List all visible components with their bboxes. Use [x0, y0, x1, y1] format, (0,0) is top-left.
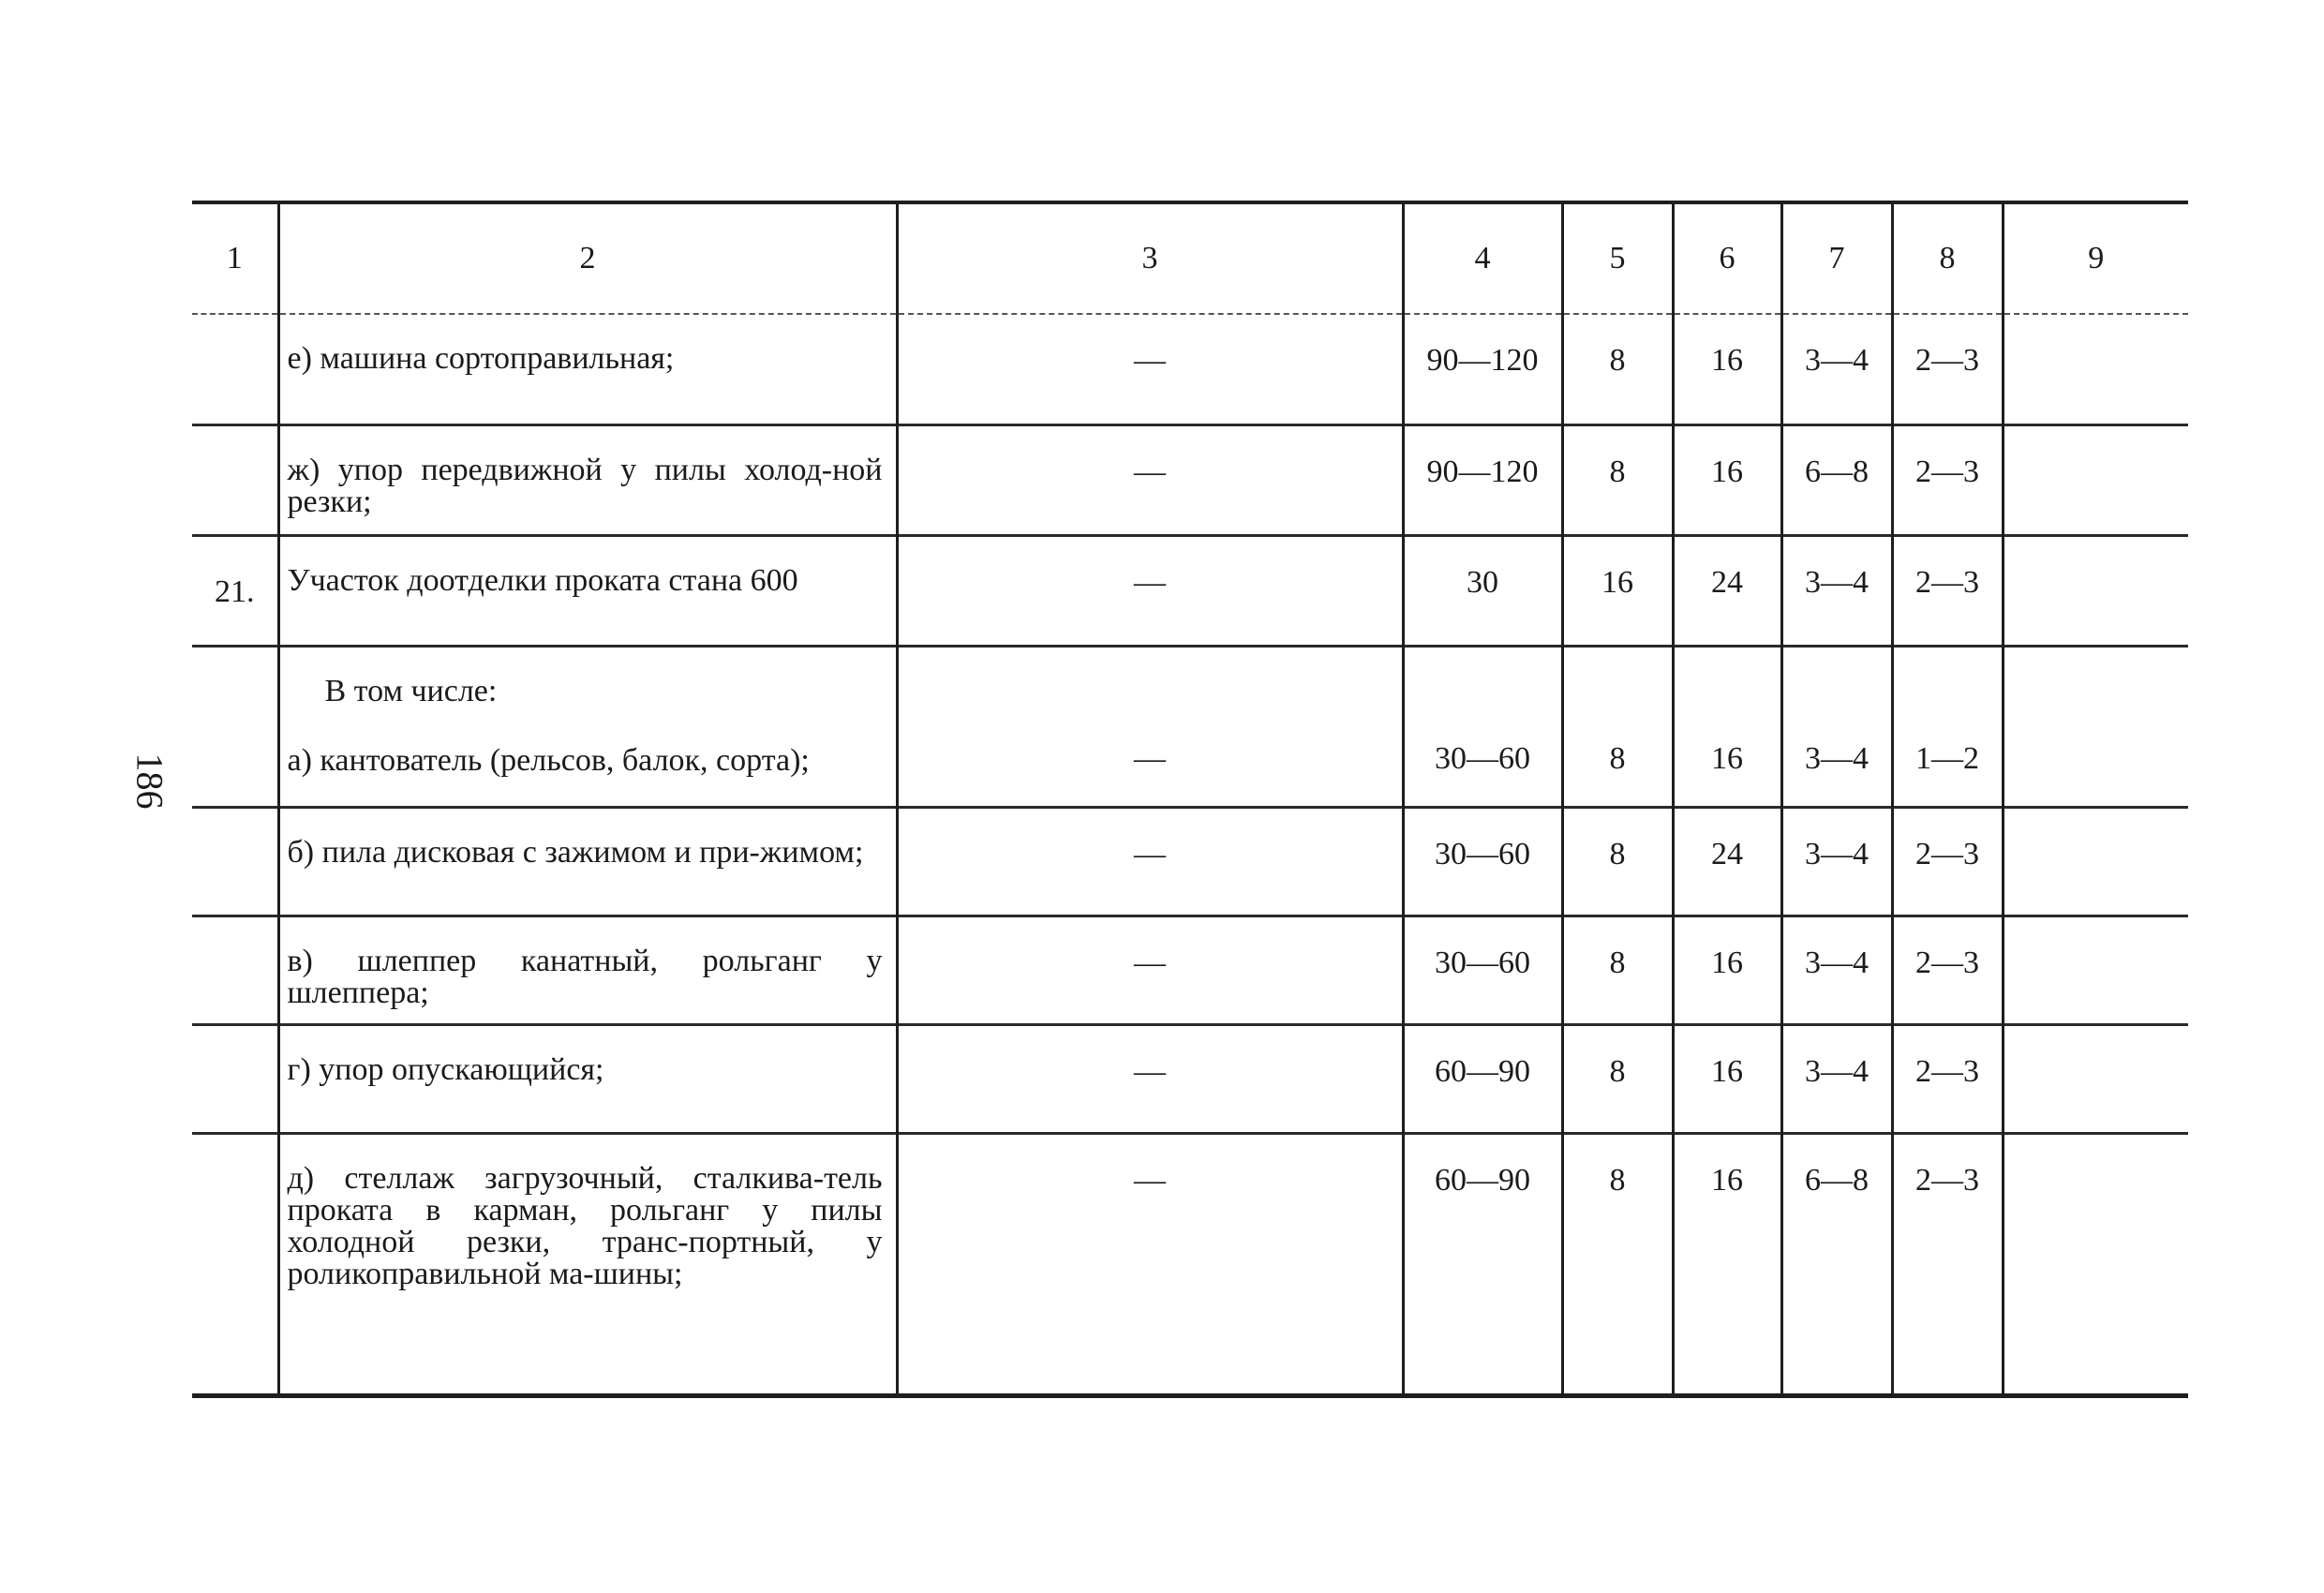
cell-col7: 3—4 — [1781, 916, 1892, 1024]
cell-col6: 16 — [1673, 314, 1781, 424]
table-row — [192, 535, 2188, 646]
cell-col9 — [2003, 1024, 2188, 1133]
cell-col7: 6—8 — [1781, 424, 1892, 535]
row-number: 21. — [215, 573, 255, 609]
row-description: Участок доотделки проката стана 600 — [278, 535, 897, 646]
cell-col8: 2—3 — [1892, 424, 2003, 535]
cell-col7: 3—4 — [1781, 646, 1892, 807]
row-description: д) стеллаж загрузочный, сталкива-тель проката в карман, рольганг у пилы холодной резки, транс-портный, у роликоправильной ма-шины; — [278, 1133, 897, 1395]
cell-col3: — — [897, 646, 1403, 807]
cell-col8: 2—3 — [1892, 1133, 2003, 1395]
col-header-4: 4 — [1403, 202, 1562, 314]
cell-col8: 2—3 — [1892, 1024, 2003, 1133]
table-row — [192, 314, 2188, 424]
cell-col4: 90—120 — [1403, 314, 1562, 424]
cell-col3: — — [897, 807, 1403, 916]
cell-col3: — — [897, 424, 1403, 535]
cell-col7: 3—4 — [1781, 807, 1892, 916]
cell-col6: 24 — [1673, 535, 1781, 646]
cell-col8: 2—3 — [1892, 535, 2003, 646]
col-header-6: 6 — [1673, 202, 1781, 314]
cell-col9 — [2003, 424, 2188, 535]
cell-col9 — [2003, 916, 2188, 1024]
cell-col4: 60—90 — [1403, 1024, 1562, 1133]
row-description: г) упор опускающийся; — [278, 1024, 897, 1133]
table-row — [192, 916, 2188, 1024]
row-number — [192, 1024, 278, 1133]
col-header-1: 1 — [226, 241, 243, 275]
cell-col7: 6—8 — [1781, 1133, 1892, 1395]
row-number — [192, 916, 278, 1024]
col-header-7: 7 — [1781, 202, 1892, 314]
page-number: 186 — [128, 752, 171, 810]
cell-col7: 3—4 — [1781, 314, 1892, 424]
cell-col6: 16 — [1673, 1024, 1781, 1133]
cell-col5: 8 — [1562, 1133, 1673, 1395]
row-description: в) шлеппер канатный, рольганг у шлеппера; — [278, 916, 897, 1024]
cell-col3: — — [897, 314, 1403, 424]
cell-col8: 2—3 — [1892, 916, 2003, 1024]
cell-col8: 1—2 — [1892, 646, 2003, 807]
table-row — [192, 1133, 2188, 1395]
row-text: а) кантователь (рельсов, балок, сорта); — [287, 742, 810, 778]
cell-col5: 8 — [1562, 807, 1673, 916]
cell-col4: 90—120 — [1403, 424, 1562, 535]
col-header-5: 5 — [1562, 202, 1673, 314]
cell-col3: — — [897, 1024, 1403, 1133]
cell-col9 — [2003, 535, 2188, 646]
data-table — [192, 201, 2188, 1398]
row-number — [192, 1133, 278, 1395]
col-header-2: 2 — [278, 202, 897, 314]
table-row — [192, 1024, 2188, 1133]
table-row — [192, 807, 2188, 916]
cell-col5: 8 — [1562, 424, 1673, 535]
cell-col5: 8 — [1562, 646, 1673, 807]
cell-col5: 8 — [1562, 1024, 1673, 1133]
cell-col3: — — [897, 535, 1403, 646]
row-number — [192, 424, 278, 535]
row-description — [278, 646, 897, 807]
cell-col9 — [2003, 807, 2188, 916]
cell-col4: 30—60 — [1403, 916, 1562, 1024]
row-intro: В том числе: — [324, 673, 498, 708]
cell-col4: 30—60 — [1403, 646, 1562, 807]
cell-col7: 3—4 — [1781, 1024, 1892, 1133]
cell-col9 — [2003, 646, 2188, 807]
row-number — [192, 807, 278, 916]
cell-col9 — [2003, 1133, 2188, 1395]
col-header-8: 8 — [1892, 202, 2003, 314]
row-number — [192, 646, 278, 807]
cell-col5: 8 — [1562, 916, 1673, 1024]
cell-col4: 30—60 — [1403, 807, 1562, 916]
col-header-3: 3 — [897, 202, 1403, 314]
cell-col5: 16 — [1562, 535, 1673, 646]
cell-col9 — [2003, 314, 2188, 424]
cell-col8: 2—3 — [1892, 314, 2003, 424]
cell-col5: 8 — [1562, 314, 1673, 424]
cell-col3: — — [897, 1133, 1403, 1395]
cell-col6: 16 — [1673, 424, 1781, 535]
row-number — [192, 314, 278, 424]
cell-col8: 2—3 — [1892, 807, 2003, 916]
row-description: б) пила дисковая с зажимом и при-жимом; — [278, 807, 897, 916]
cell-col6: 16 — [1673, 1133, 1781, 1395]
cell-col3: — — [897, 916, 1403, 1024]
cell-col4: 60—90 — [1403, 1133, 1562, 1395]
cell-col7: 3—4 — [1781, 535, 1892, 646]
table-row — [192, 646, 2188, 807]
cell-col6: 24 — [1673, 807, 1781, 916]
row-description: ж) упор передвижной у пилы холод-ной резки; — [278, 424, 897, 535]
cell-col4: 30 — [1403, 535, 1562, 646]
cell-col6: 16 — [1673, 646, 1781, 807]
row-description: е) машина сортоправильная; — [278, 314, 897, 424]
cell-col6: 16 — [1673, 916, 1781, 1024]
header-row — [192, 202, 2188, 314]
col-header-9: 9 — [2088, 241, 2105, 275]
table-row — [192, 424, 2188, 535]
